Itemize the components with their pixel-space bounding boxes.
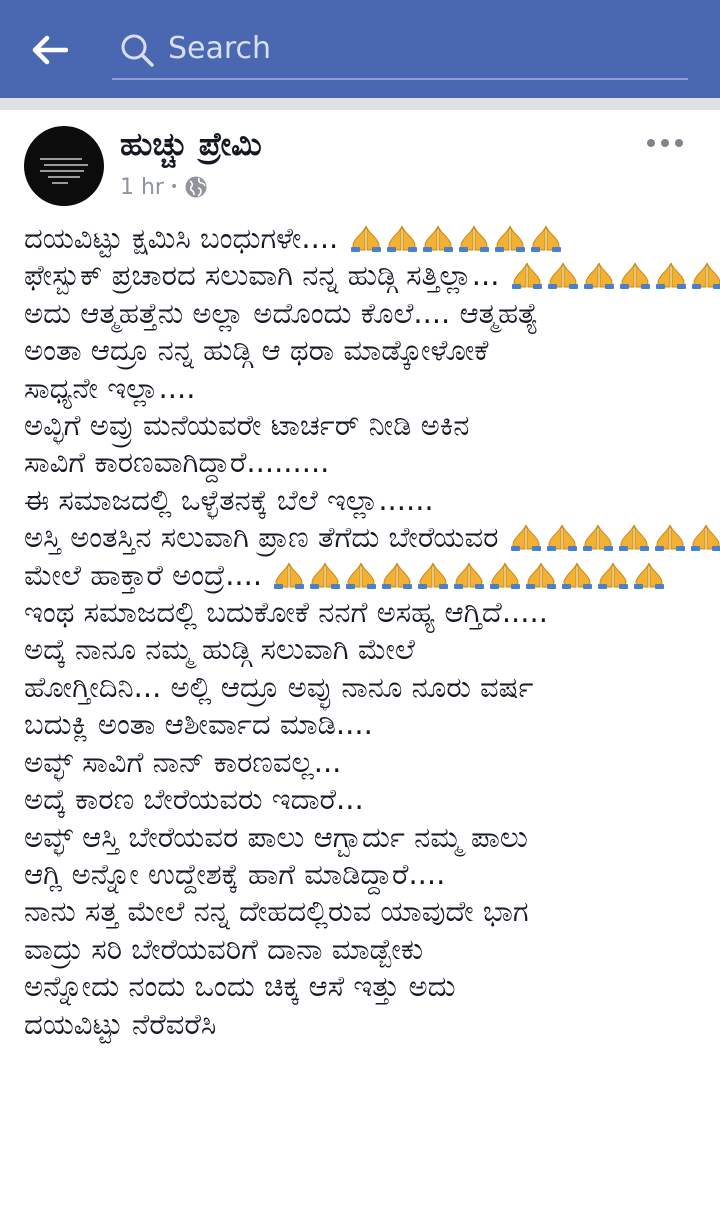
post-text-line	[24, 519, 704, 556]
post-text: ಹೋಗ್ತೀದಿನಿ... ಅಲ್ಲಿ ಆದ್ರೂ ಅವ್ಳು ನಾನೂ ನೂರು ವರ್ಷ	[24, 669, 534, 704]
folded-hands-icon	[487, 561, 523, 589]
post-text: ಬದುಕ್ಲಿ ಅಂತಾ ಆಶೀರ್ವಾದ ಮಾಡಿ....	[24, 707, 373, 742]
folded-hands-icon	[653, 261, 689, 289]
post-text-line	[24, 257, 704, 294]
post-text-line	[24, 968, 704, 1005]
separator-dot: •	[169, 179, 179, 195]
folded-hands-icon	[348, 224, 384, 252]
post-text: ಮೇಲೆ ಹಾಕ್ತಾರೆ ಅಂದ್ರೆ....	[24, 557, 263, 592]
folded-hands-icon	[689, 261, 720, 289]
folded-hands-icon	[631, 561, 667, 589]
post-text-line	[24, 482, 704, 519]
post-text-line	[24, 594, 704, 631]
folded-hands-icon	[688, 523, 720, 551]
search-icon	[118, 31, 156, 69]
post-card	[0, 110, 720, 1232]
post-text: ಅವ್ಳಿಗೆ ಅವ್ರು ಮನೆಯವರೇ ಟಾರ್ಚರ್ ನೀಡಿ ಅಕಿನ	[24, 408, 470, 443]
post-text: ಅದ್ಕೆ ನಾನೂ ನಮ್ಮ ಹುಡ್ಗಿ ಸಲುವಾಗಿ ಮೇಲೆ	[24, 632, 415, 667]
post-text-line	[24, 819, 704, 856]
folded-hands-icon	[652, 523, 688, 551]
post-text-line	[24, 220, 704, 257]
folded-hands-icon	[492, 224, 528, 252]
post-text-line	[24, 781, 704, 818]
post-time[interactable]: 1 hr	[120, 174, 164, 200]
post-text-line	[24, 931, 704, 968]
post-text: ನಾನು ಸತ್ತ ಮೇಲೆ ನನ್ನ ದೇಹದಲ್ಲಿರುವ ಯಾವುದೇ ಭಾಗ	[24, 894, 529, 929]
folded-hands-icon	[420, 224, 456, 252]
divider	[0, 98, 720, 110]
post-text: ವಾದ್ರು ಸರಿ ಬೇರೆಯವರಿಗೆ ದಾನಾ ಮಾಡ್ಬೇಕು	[24, 931, 424, 966]
top-bar	[0, 0, 720, 98]
post-text-line	[24, 893, 704, 930]
search-input[interactable]: Search	[168, 31, 272, 66]
folded-hands-icon	[509, 261, 545, 289]
post-text: ಸಾವಿಗೆ ಕಾರಣವಾಗಿದ್ದಾರೆ.........	[24, 445, 330, 480]
post-text-line	[24, 295, 704, 332]
folded-hands-icon	[508, 523, 544, 551]
back-button[interactable]	[20, 22, 80, 78]
post-text: ಅನ್ನೋದು ನಂದು ಒಂದು ಚಿಕ್ಕ ಆಸೆ ಇತ್ತು ಅದು	[24, 969, 456, 1004]
folded-hands-icon	[415, 561, 451, 589]
folded-hands-icon	[559, 561, 595, 589]
post-text: ಇಂಥ ಸಮಾಜದಲ್ಲಿ ಬದುಕೋಕೆ ನನಗೆ ಅಸಹ್ಯ ಆಗ್ತಿದೆ.....	[24, 595, 548, 630]
post-body	[24, 220, 704, 1043]
folded-hands-icon	[545, 261, 581, 289]
more-options-button[interactable]	[640, 130, 690, 156]
post-text: ಫೇಸ್ಬುಕ್ ಪ್ರಚಾರದ ಸಲುವಾಗಿ ನನ್ನ ಹುಡ್ಗಿ ಸತ್ತಿಲ್ಲಾ...	[24, 258, 500, 293]
globe-icon[interactable]	[184, 175, 208, 199]
folded-hands-icon	[544, 523, 580, 551]
folded-hands-icon	[617, 261, 653, 289]
post-text-line	[24, 1006, 704, 1043]
post-text: ಸಾಧ್ಯನೇ ಇಲ್ಲಾ....	[24, 370, 196, 405]
folded-hands-icon	[580, 523, 616, 551]
post-text-line	[24, 856, 704, 893]
post-text: ಅಸ್ತಿ ಅಂತಸ್ತಿನ ಸಲುವಾಗಿ ಪ್ರಾಣ ತೆಗೆದು ಬೇರೆಯವರ	[24, 520, 499, 555]
post-text: ಅಂತಾ ಆದ್ರೂ ನನ್ನ ಹುಡ್ಗಿ ಆ ಥರಾ ಮಾಡ್ಕೋಳೋಕೆ	[24, 333, 489, 368]
post-text: ಈ ಸಮಾಜದಲ್ಲಿ ಒಳ್ಳೆತನಕ್ಕೆ ಬೆಲೆ ಇಲ್ಲಾ......	[24, 482, 434, 517]
folded-hands-icon	[343, 561, 379, 589]
post-text-line	[24, 407, 704, 444]
post-meta	[120, 172, 208, 202]
search-bar[interactable]	[112, 18, 688, 80]
post-text-line	[24, 706, 704, 743]
avatar-image	[38, 156, 90, 186]
post-text-line	[24, 444, 704, 481]
folded-hands-icon	[456, 224, 492, 252]
post-text-line	[24, 370, 704, 407]
folded-hands-icon	[307, 561, 343, 589]
avatar[interactable]	[24, 126, 104, 206]
post-text: ದಯವಿಟ್ಟು ನೆರೆವರೆಸಿ	[24, 1006, 217, 1041]
folded-hands-icon	[451, 561, 487, 589]
folded-hands-icon	[616, 523, 652, 551]
post-text-line	[24, 631, 704, 668]
post-text-line	[24, 669, 704, 706]
post-text: ದಯವಿಟ್ಟು ಕ್ಷಮಿಸಿ ಬಂಧುಗಳೇ....	[24, 221, 339, 255]
folded-hands-icon	[595, 561, 631, 589]
folded-hands-icon	[523, 561, 559, 589]
folded-hands-icon	[528, 224, 564, 252]
folded-hands-icon	[379, 561, 415, 589]
post-text: ಅವ್ಳ್ ಆಸ್ತಿ ಬೇರೆಯವರ ಪಾಲು ಆಗ್ಬಾರ್ದು ನಮ್ಮ ಪಾಲು	[24, 819, 528, 854]
post-text-line	[24, 744, 704, 781]
back-arrow-icon	[32, 35, 68, 65]
post-text-line	[24, 332, 704, 369]
post-text: ಅದ್ಕೆ ಕಾರಣ ಬೇರೆಯವರು ಇದಾರೆ...	[24, 782, 364, 817]
folded-hands-icon	[271, 561, 307, 589]
post-text: ಅವ್ಳ್ ಸಾವಿಗೆ ನಾನ್ ಕಾರಣವಲ್ಲ...	[24, 744, 342, 779]
post-text: ಆಗ್ಲಿ ಅನ್ನೋ ಉದ್ದೇಶಕ್ಕೆ ಹಾಗೆ ಮಾಡಿದ್ದಾರೆ....	[24, 856, 446, 891]
folded-hands-icon	[384, 224, 420, 252]
post-text: ಅದು ಆತ್ಮಹತ್ತೆನು ಅಲ್ಲಾ ಅದೊಂದು ಕೊಲೆ.... ಆತ್ಮಹತ್ಯೆ	[24, 295, 539, 330]
more-horizontal-icon	[645, 138, 685, 148]
folded-hands-icon	[581, 261, 617, 289]
post-text-line	[24, 557, 704, 594]
post-author[interactable]: ಹುಚ್ಚು ಪ್ರೇಮಿ	[120, 125, 262, 163]
